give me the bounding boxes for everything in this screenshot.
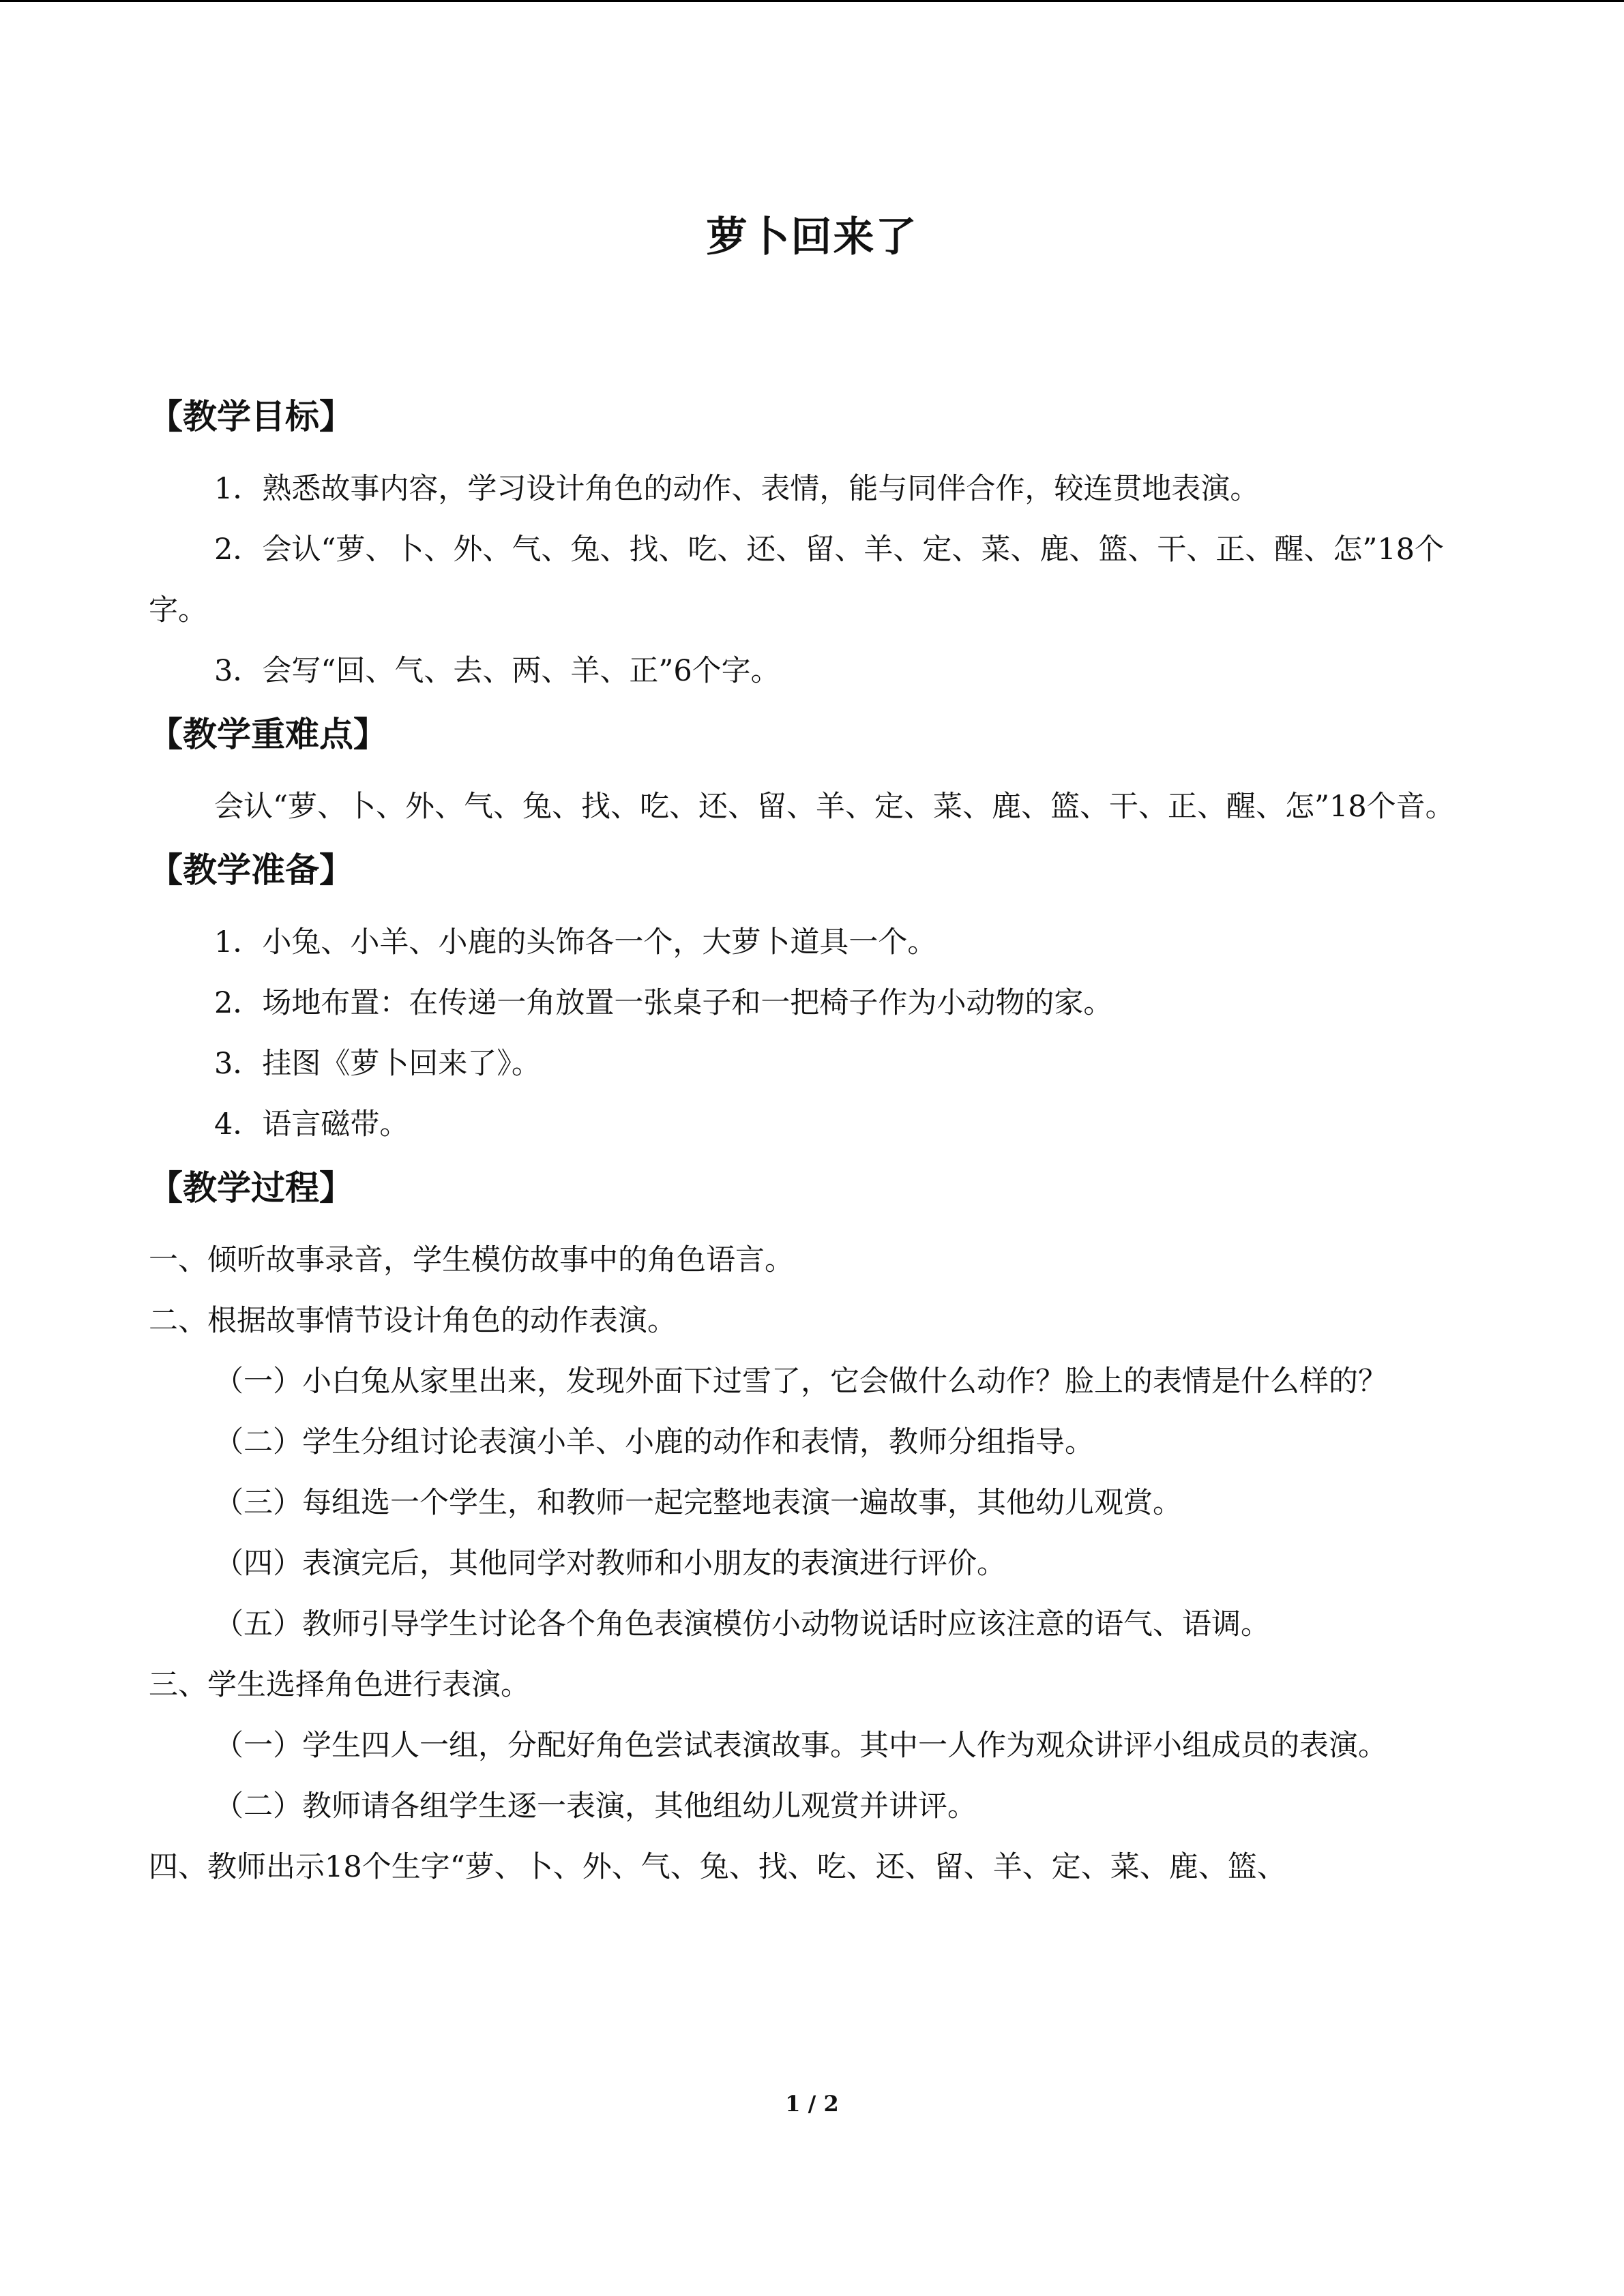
prep-item-1: 1．小兔、小羊、小鹿的头饰各一个，大萝卜道具一个。 [214, 925, 937, 959]
document-body [149, 384, 1458, 1898]
prep-item-3: 3．挂图《萝卜回来了》。 [214, 1047, 541, 1081]
process-step-4: 四、教师出示18个生字“萝、卜、外、气、兔、找、吃、还、留、羊、定、菜、鹿、篮、 [149, 1850, 1286, 1884]
goal-item-3: 3．会写“回、气、去、两、羊、正”6个字。 [214, 654, 780, 688]
process-step-3-item-2: （二）教师请各组学生逐一表演，其他组幼儿观赏并讲评。 [214, 1789, 977, 1823]
page-title: 萝卜回来了 [706, 213, 918, 261]
process-step-2-item-1: （一）小白兔从家里出来，发现外面下过雪了，它会做什么动作？脸上的表情是什么样的？ [214, 1365, 1387, 1399]
process-step-2-item-5: （五）教师引导学生讨论各个角色表演模仿小动物说话时应该注意的语气、语调。 [214, 1607, 1270, 1641]
prep-item-2: 2．场地布置：在传递一角放置一张桌子和一把椅子作为小动物的家。 [214, 986, 1113, 1020]
page-number: 1 / 2 [785, 2091, 839, 2117]
process-step-2-item-2: （二）学生分组讨论表演小羊、小鹿的动作和表情，教师分组指导。 [214, 1425, 1094, 1459]
process-step-2-item-3: （三）每组选一个学生，和教师一起完整地表演一遍故事，其他幼儿观赏。 [214, 1486, 1182, 1520]
goal-item-2: 2．会认“萝、卜、外、气、兔、找、吃、还、留、羊、定、菜、鹿、篮、干、正、醒、怎”18个字。 [149, 533, 1445, 627]
section-heading-prep: 【教学准备】 [149, 850, 353, 890]
process-step-3: 三、学生选择角色进行表演。 [149, 1668, 530, 1702]
section-heading-process: 【教学过程】 [149, 1168, 353, 1208]
process-step-2: 二、根据故事情节设计角色的动作表演。 [149, 1304, 677, 1338]
process-step-3-item-1: （一）学生四人一组，分配好角色尝试表演故事。其中一人作为观众讲评小组成员的表演。 [214, 1729, 1387, 1763]
section-heading-goals: 【教学目标】 [149, 397, 353, 436]
prep-item-4: 4．语言磁带。 [214, 1107, 409, 1142]
process-step-1: 一、倾听故事录音，学生模仿故事中的角色语言。 [149, 1243, 794, 1277]
process-step-2-item-4: （四）表演完后，其他同学对教师和小朋友的表演进行评价。 [214, 1547, 1006, 1581]
section-heading-keypoints: 【教学重难点】 [149, 715, 387, 754]
keypoints-text: 会认“萝、卜、外、气、兔、找、吃、还、留、羊、定、菜、鹿、篮、干、正、醒、怎”18个音。 [214, 790, 1455, 824]
goal-item-1: 1．熟悉故事内容，学习设计角色的动作、表情，能与同伴合作，较连贯地表演。 [214, 472, 1260, 506]
